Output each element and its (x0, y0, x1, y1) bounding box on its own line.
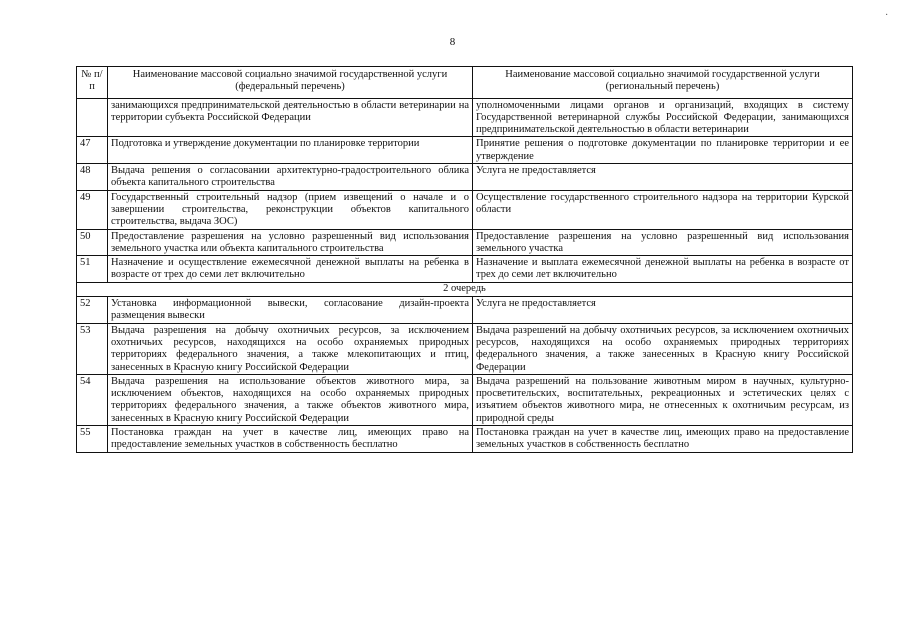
regional-service: Осуществление государственного строительного надзора на территории Курской области (473, 190, 853, 229)
table-row (77, 256, 853, 283)
row-number: 52 (77, 297, 108, 324)
federal-service: Выдача разрешения на использование объектов животного мира, за исключением объектов, находящихся на особо охраняемых природных территориях федерального значения, а также объектов животного мира, занесенных в Красную книгу Российской Федерации (108, 374, 473, 425)
federal-service: Государственный строительный надзор (прием извещений о начале и о завершении строительства, реконструкции объектов капитального строительства, выдача ЗОС) (108, 190, 473, 229)
federal-service: Выдача разрешения на добычу охотничьих ресурсов, за исключением охотничьих ресурсов, находящихся на особо охраняемых природных территориях федерального значения, а также млекопитающих и птиц, занесенных в Красную книгу Российской Федерации (108, 323, 473, 374)
federal-service: Выдача решения о согласовании архитектурно-градостроительного облика объекта капитального строительства (108, 164, 473, 191)
table-row (77, 137, 853, 164)
row-number (77, 98, 108, 137)
federal-service: Предоставление разрешения на условно разрешенный вид использования земельного участка или объекта капитального строительства (108, 229, 473, 256)
section-label: 2 очередь (77, 282, 853, 296)
table-row (77, 229, 853, 256)
row-number: 50 (77, 229, 108, 256)
header-regional: Наименование массовой социально значимой государственной услуги (региональный перечень) (473, 67, 853, 99)
federal-service: Назначение и осуществление ежемесячной денежной выплаты на ребенка в возрасте от трех до семи лет включительно (108, 256, 473, 283)
header-federal: Наименование массовой социально значимой государственной услуги (федеральный перечень) (108, 67, 473, 99)
regional-service: уполномоченными лицами органов и организаций, входящих в систему Государственной ветеринарной службы Российской Федерации, занимающихся предпринимательской деятельностью в области ветеринарии (473, 98, 853, 137)
table-row (77, 98, 853, 137)
federal-service: Подготовка и утверждение документации по планировке территории (108, 137, 473, 164)
row-number: 55 (77, 426, 108, 453)
federal-service: Постановка граждан на учет в качестве лиц, имеющих право на предоставление земельных участков в собственность бесплатно (108, 426, 473, 453)
row-number: 53 (77, 323, 108, 374)
regional-service: Выдача разрешений на пользование животным миром в научных, культурно-просветительских, воспитательных, рекреационных и эстетических целях с изъятием объектов животного мира, не отнесенных к охотничьим ресурсам, из природной среды (473, 374, 853, 425)
table-row (77, 426, 853, 453)
table-row (77, 297, 853, 324)
row-number: 48 (77, 164, 108, 191)
regional-service: Услуга не предоставляется (473, 164, 853, 191)
row-number: 49 (77, 190, 108, 229)
federal-service: занимающихся предпринимательской деятельностью в области ветеринарии на территории субъекта Российской Федерации (108, 98, 473, 137)
federal-service: Установка информационной вывески, согласование дизайн-проекта размещения вывески (108, 297, 473, 324)
regional-service: Принятие решения о подготовке документации по планировке территории и ее утверждение (473, 137, 853, 164)
scan-mark: · (885, 10, 889, 21)
services-table (76, 66, 853, 453)
section-row (77, 282, 853, 296)
header-num: № п/п (77, 67, 108, 99)
row-number: 47 (77, 137, 108, 164)
table-row (77, 374, 853, 425)
table-row (77, 190, 853, 229)
regional-service: Назначение и выплата ежемесячной денежной выплаты на ребенка в возрасте от трех до семи лет включительно (473, 256, 853, 283)
regional-service: Выдача разрешений на добычу охотничьих ресурсов, за исключением охотничьих ресурсов, находящихся на особо охраняемых природных территориях федерального значения, а также занесенных в Красную книгу Российской Федерации (473, 323, 853, 374)
page-number: 8 (449, 36, 456, 48)
table-row (77, 323, 853, 374)
table-header-row (77, 67, 853, 99)
regional-service: Услуга не предоставляется (473, 297, 853, 324)
regional-service: Постановка граждан на учет в качестве лиц, имеющих право на предоставление земельных участков в собственность бесплатно (473, 426, 853, 453)
row-number: 51 (77, 256, 108, 283)
row-number: 54 (77, 374, 108, 425)
regional-service: Предоставление разрешения на условно разрешенный вид использования земельного участка (473, 229, 853, 256)
table-row (77, 164, 853, 191)
